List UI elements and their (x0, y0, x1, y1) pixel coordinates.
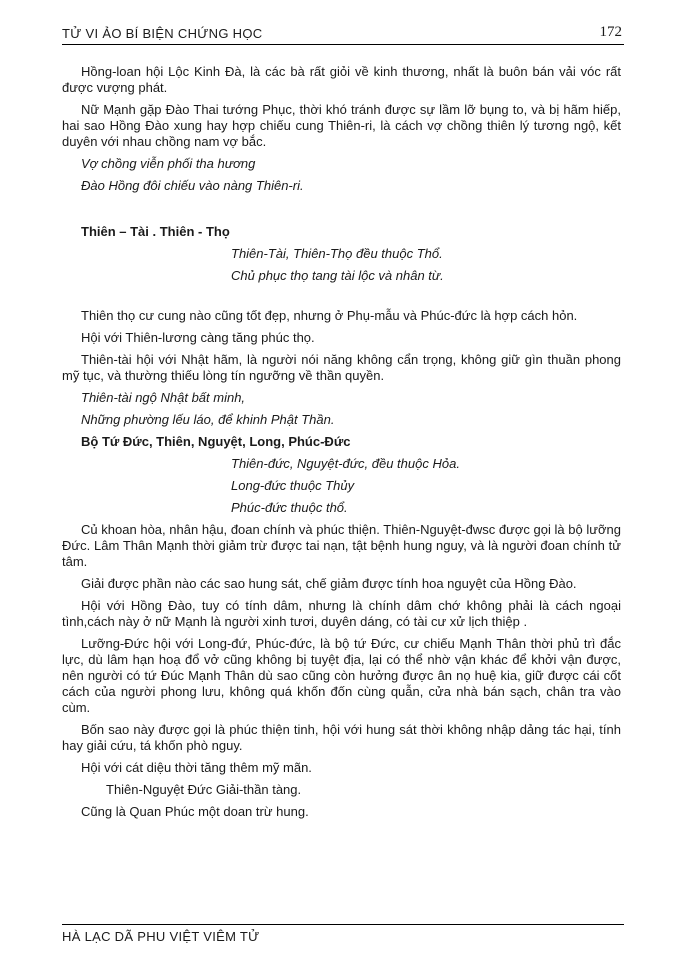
paragraph: Hồng-loan hội Lộc Kinh Đà, là các bà rất giỏi về kinh thương, nhất là buôn bán vải vóc rất được vượng phát. (62, 64, 621, 95)
page-body (62, 64, 621, 826)
paragraph: Hội với Hồng Đào, tuy có tính dâm, nhưng là chính dâm chớ không phải là cách ngoại tình,cách này ở nữ Mạnh là người xinh tươi, duyên dáng, có tài cư xử lịch thiệp . (62, 598, 621, 629)
paragraph: Hội với cát diệu thời tăng thêm mỹ mãn. (81, 760, 312, 775)
section-note: Thiên-đức, Nguyệt-đức, đều thuộc Hỏa. (231, 456, 460, 471)
header-title: TỬ VI ẢO BÍ BIỆN CHỨNG HỌC (62, 26, 263, 41)
section-note: Phúc-đức thuộc thổ. (231, 500, 348, 515)
page-footer: HÀ LẠC DÃ PHU VIỆT VIÊM TỬ (62, 924, 624, 944)
verse-line: Thiên-Nguyệt Đức Giải-thần tàng. (106, 782, 302, 797)
verse-line: Những phường lếu láo, để khinh Phật Thần. (81, 412, 335, 427)
section-note: Long-đức thuộc Thủy (231, 478, 355, 493)
paragraph: Giải được phần nào các sao hung sát, chế giảm được tính hoa nguyệt của Hồng Đào. (81, 576, 577, 591)
paragraph: Lưỡng-Đức hội với Long-đứ, Phúc-đức, là bộ tứ Đức, cư chiếu Mạnh Thân thời phủ trì đắc lực, dù lâm hạn hoạ đổ vở cũng không bị tuyệt địa, lại có thể nhờ vận khác để khởi vận được, nên người có tứ Đúc Mạnh Thân dù sao cũng còn hưởng được ân nọ huệ kia, giữ được cái cốt cách của người phong lưu, không quá khốn đốn cùng quẫn, cửa nhà bán sạch, chân tra vào cùm. (62, 636, 621, 715)
page-number: 172 (599, 24, 622, 40)
page-header (62, 24, 624, 45)
paragraph: Bốn sao này được gọi là phúc thiện tinh, hội với hung sát thời không nhập dảng tác hại, tính hay giải cứu, tá khốn phò nguy. (62, 722, 621, 753)
verse-line: Đào Hồng đôi chiếu vào nàng Thiên-ri. (81, 178, 304, 193)
paragraph: Thiên thọ cư cung nào cũng tốt đẹp, nhưng ở Phụ-mẫu và Phúc-đức là hợp cách hỏn. (81, 308, 578, 323)
paragraph: Hội với Thiên-lương càng tăng phúc thọ. (81, 330, 315, 345)
verse-line: Thiên-tài ngộ Nhật bất minh, (81, 390, 246, 405)
paragraph: Cũng là Quan Phúc một doan trừ hung. (81, 804, 309, 819)
verse-line: Vợ chồng viễn phối tha hương (81, 156, 256, 171)
section-heading: Bộ Tứ Đức, Thiên, Nguyệt, Long, Phúc-Đức (81, 434, 351, 449)
section-note: Thiên-Tài, Thiên-Thọ đều thuộc Thổ. (231, 246, 443, 261)
paragraph: Củ khoan hòa, nhân hậu, đoan chính và phúc thiện. Thiên-Nguyệt-đwsc được gọi là bộ lưỡng Đức. Lâm Thân Mạnh thời giảm trừ được tai nạn, tật bệnh hung nguy, và là người đoan chính tử tâm. (62, 522, 621, 569)
section-note: Chủ phục thọ tang tài lộc và nhân từ. (231, 268, 444, 283)
section-heading: Thiên – Tài . Thiên - Thọ (81, 224, 230, 239)
paragraph: Nữ Mạnh gặp Đào Thai tướng Phục, thời khó tránh được sự lầm lỡ bụng to, và bị hãm hiếp, hai sao Hồng Đào xung hay hợp chiếu cung Thiên-ri, là cách vợ chồng thiên lý tương ngộ, kết duyên với nhau chồng nam vợ bắc. (62, 102, 621, 149)
paragraph: Thiên-tài hội với Nhật hãm, là người nói năng không cẩn trọng, không giữ gìn thuần phong mỹ tục, và thường thiếu lòng tín ngưỡng về thần quyền. (62, 352, 621, 383)
